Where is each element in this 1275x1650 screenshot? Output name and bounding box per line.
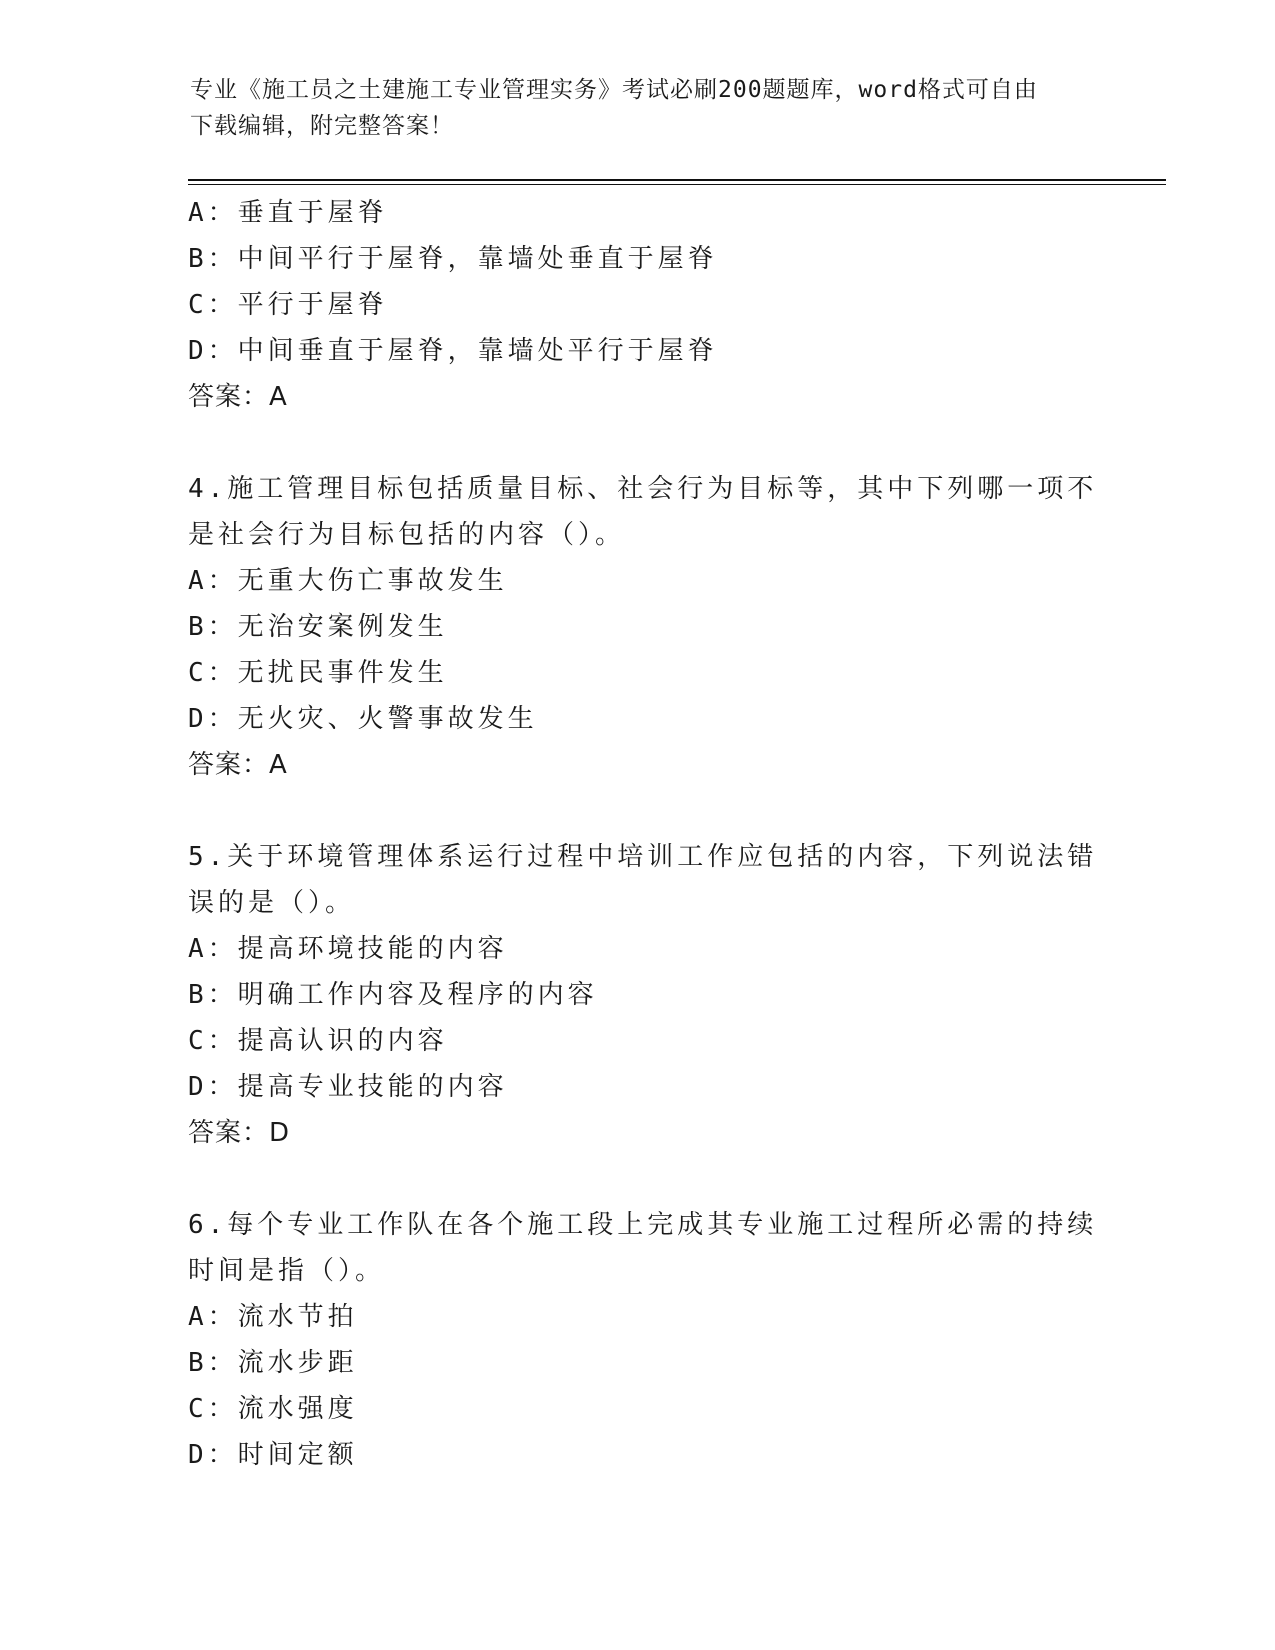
option-d: D：无火灾、火警事故发生 [188, 704, 538, 734]
option-d: D：时间定额 [188, 1440, 358, 1470]
spacer [188, 1156, 1088, 1202]
question-stem-line-1: 4.施工管理目标包括质量目标、社会行为目标等，其中下列哪一项不 [188, 474, 1098, 504]
option-a: A：提高环境技能的内容 [188, 934, 508, 964]
question-stem-line-1: 6.每个专业工作队在各个施工段上完成其专业施工过程所必需的持续 [188, 1210, 1098, 1240]
answer-line: 答案：A [188, 750, 288, 780]
option-c: C：流水强度 [188, 1394, 358, 1424]
option-b: B：无治安案例发生 [188, 612, 448, 642]
spacer [188, 788, 1088, 834]
header-line-1: 专业《施工员之土建施工专业管理实务》考试必刷200题题库，word格式可自由 [190, 77, 1038, 103]
question-list [188, 190, 1098, 1478]
option-b: B：明确工作内容及程序的内容 [188, 980, 598, 1010]
option-b: B：流水步距 [188, 1348, 358, 1378]
question-stem-line-1: 5.关于环境管理体系运行过程中培训工作应包括的内容，下列说法错 [188, 842, 1098, 872]
header-line-2: 下载编辑，附完整答案！ [190, 113, 454, 139]
document-header [190, 72, 1070, 144]
answer-line: 答案：A [188, 382, 288, 412]
question-stem-line-2: 是社会行为目标包括的内容（）。 [188, 520, 626, 550]
option-c: C：无扰民事件发生 [188, 658, 448, 688]
answer-line: 答案：D [188, 1118, 291, 1148]
header-rule-thin [188, 184, 1166, 185]
option-a: A：流水节拍 [188, 1302, 358, 1332]
option-d: D：提高专业技能的内容 [188, 1072, 508, 1102]
question-stem-line-2: 时间是指（）。 [188, 1256, 386, 1286]
spacer [188, 420, 1088, 466]
question-5 [188, 834, 1098, 1156]
option-a: A：无重大伤亡事故发生 [188, 566, 508, 596]
question-stem-line-2: 误的是（）。 [188, 888, 356, 918]
header-rule-thick [188, 179, 1166, 181]
option-c: C：平行于屋脊 [188, 290, 388, 320]
option-a: A：垂直于屋脊 [188, 198, 388, 228]
option-d: D：中间垂直于屋脊，靠墙处平行于屋脊 [188, 336, 718, 366]
option-b: B：中间平行于屋脊，靠墙处垂直于屋脊 [188, 244, 718, 274]
question-3 [188, 190, 1088, 420]
option-c: C：提高认识的内容 [188, 1026, 448, 1056]
question-4 [188, 466, 1098, 788]
question-6 [188, 1202, 1098, 1478]
